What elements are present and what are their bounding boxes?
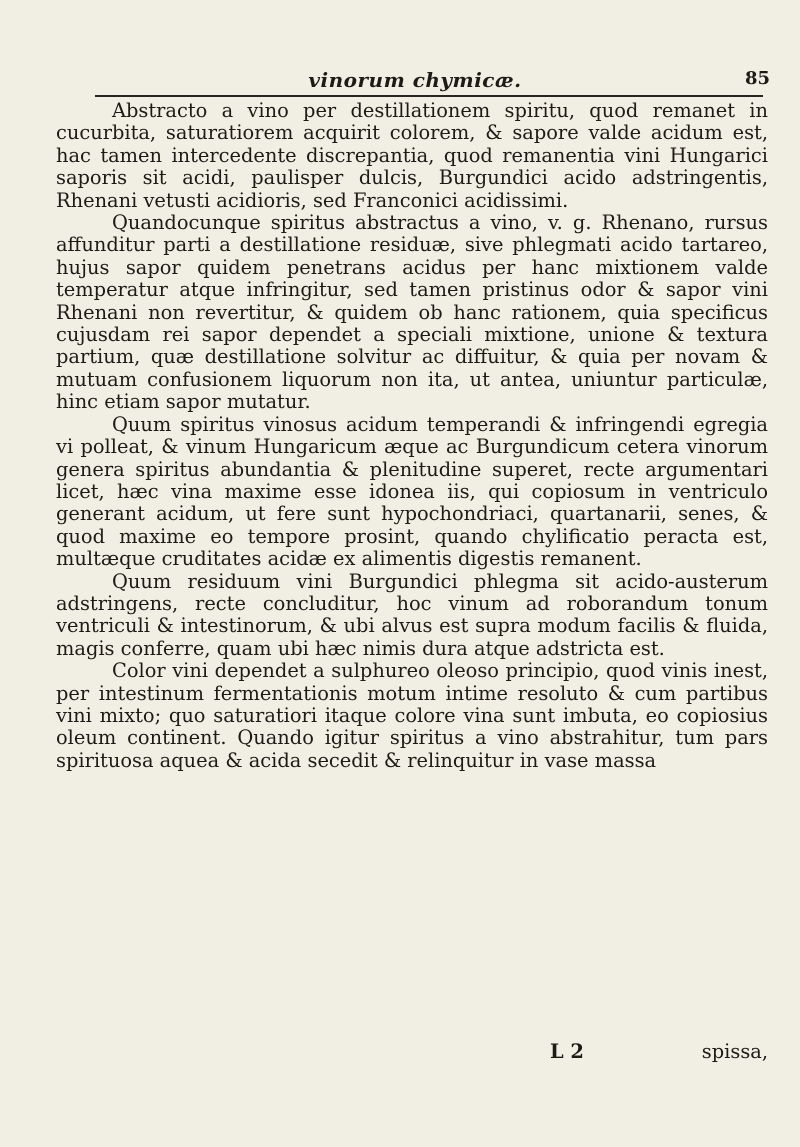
signature-mark: L 2: [550, 1040, 584, 1063]
page-number: 85: [744, 68, 770, 89]
catchword: spissa,: [701, 1040, 768, 1063]
header-rule: [95, 95, 763, 97]
paragraph: Abstracto a vino per destillationem spiritu, quod remanet in cucurbita, saturatiorem acquirit colorem, & sapore valde acidum est, hac tamen intercedente discrepantia, quod remanentia vini Hungarici saporis sit acidi, paulisper dulcis, Burgundici acido adstringentis, Rhenani vetusti acidioris, sed Franconici acidissimi.: [56, 99, 768, 212]
paragraph: Quum spiritus vinosus acidum temperandi & infringendi egregia vi polleat, & vinum Hungaricum æque ac Burgundicum cetera vinorum genera spiritus abundantia & plenitudine superet, recte argumentari licet, hæc vina maxime esse idonea iis, qui copiosum in ventriculo generant acidum, ut fere sunt hypochondriaci, quartanarii, senes, & quod maxime eo tempore prosint, quando chylificatio peracta est, multæque cruditates acidæ ex alimentis digestis remanent.: [56, 412, 768, 571]
paragraph: Quum residuum vini Burgundici phlegma sit acido-austerum adstringens, recte concluditur, hoc vinum ad roborandum tonum ventriculi & intestinorum, & ubi alvus est supra modum facilis & fluida, magis conferre, quam ubi hæc nimis dura atque adstricta est.: [56, 569, 768, 660]
body-text: [56, 100, 768, 772]
page-footer: [56, 1040, 768, 1064]
running-title: vinorum chymicæ.: [308, 68, 522, 92]
paragraph: Quandocunque spiritus abstractus a vino, v. g. Rhenano, rursus affunditur parti a destillatione residuæ, sive phlegmati acido tartareo, hujus sapor quidem penetrans acidus per hanc mixtionem valde temperatur atque infringitur, sed tamen pristinus odor & sapor vini Rhenani non revertitur, & quidem ob hanc rationem, quia specificus cujusdam rei sapor dependet a speciali mixtione, unione & textura partium, quæ destillatione solvitur ac diffuitur, & quia per novam & mutuam confusionem liquorum non ita, ut antea, uniuntur particulæ, hinc etiam sapor mutatur.: [56, 211, 768, 414]
page-header: [60, 66, 770, 96]
paragraph: Color vini dependet a sulphureo oleoso principio, quod vinis inest, per intestinum fermentationis motum intime resoluto & cum partibus vini mixto; quo saturatiori itaque colore vina sunt imbuta, eo copiosius oleum continent. Quando igitur spiritus a vino abstrahitur, tum pars spirituosa aquea & acida secedit & relinquitur in vase massa: [56, 659, 768, 772]
